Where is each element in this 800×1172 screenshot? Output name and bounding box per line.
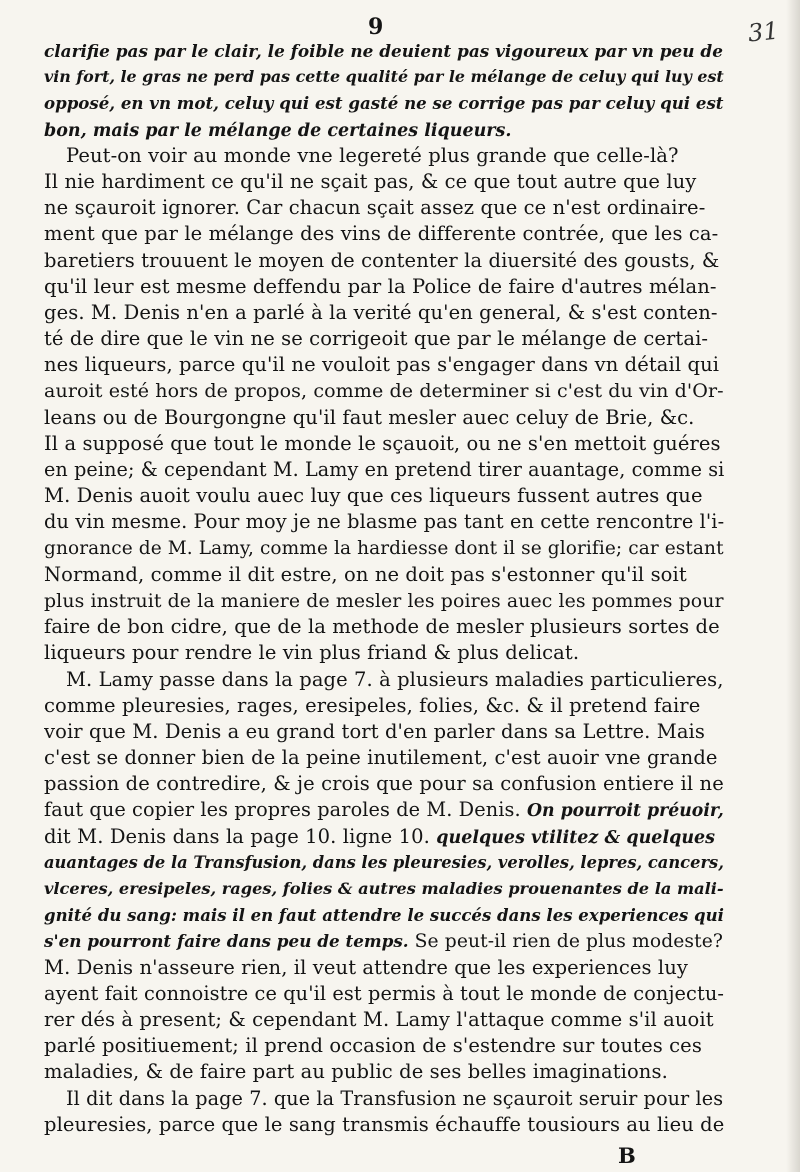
text-line <box>44 378 724 404</box>
text-segment: faire de bon cidre, que de la methode de mesler plusieurs sortes de <box>44 615 720 639</box>
italic-text-segment: On pourroit préuoir, <box>526 801 724 822</box>
text-line <box>44 457 724 483</box>
text-segment: en peine; & cependant M. Lamy en pretend tirer auantage, comme si <box>44 458 724 481</box>
text-line <box>44 300 724 326</box>
text-segment: M. Denis auoit voulu auec luy que ces liqueurs fussent autres que <box>44 484 703 508</box>
text-segment: leans ou de Bourgongne qu'il faut mesler auec celuy de Brie, &c. <box>44 405 695 429</box>
text-segment: Peut-on voir au monde vne legereté plus grande que celle-là? <box>66 143 679 167</box>
text-segment: Il a supposé que tout le monde le sçauoit, ou ne s'en mettoit guéres <box>44 431 721 455</box>
text-line <box>44 221 724 247</box>
text-segment: té de dire que le vin ne se corrigeoit que par le mélange de certai- <box>44 327 709 351</box>
handwritten-folio-number: 31 <box>746 16 780 48</box>
text-line <box>44 693 724 719</box>
text-segment: ges. M. Denis n'en a parlé à la verité qu'en general, & s'est conten- <box>44 300 718 324</box>
text-segment: dit M. Denis dans la page 10. ligne 10. <box>44 824 437 848</box>
text-line <box>44 169 724 195</box>
text-segment: passion de contredire, & je crois que pour sa confusion entiere il ne <box>44 772 724 796</box>
text-line <box>44 1112 724 1138</box>
scan-edge-shadow <box>786 0 800 1172</box>
text-line <box>44 1033 724 1059</box>
text-segment: rer dés à present; & cependant M. Lamy l'attaque comme s'il auoit <box>44 1007 714 1031</box>
text-segment: parlé positiuement; il prend occasion de s'estendre sur toutes ces <box>44 1034 702 1058</box>
text-line <box>44 536 724 562</box>
text-line <box>44 405 724 431</box>
text-segment: c'est se donner bien de la peine inutilement, c'est auoir vne grande <box>44 746 718 770</box>
italic-text-segment: s'en pourront faire dans peu de temps. <box>44 931 409 952</box>
text-line <box>44 326 724 352</box>
text-line <box>44 64 724 90</box>
text-segment: faut que copier les propres paroles de M. Denis. <box>44 798 527 822</box>
text-segment: nes liqueurs, parce qu'il ne vouloit pas s'engager dans vn détail qui <box>44 353 720 377</box>
text-segment: baretiers trouuent le moyen de contenter la diuersité des gousts, & <box>44 248 720 272</box>
text-line <box>44 614 724 640</box>
text-segment: Il nie hardiment ce qu'il ne sçait pas, & ce que tout autre que luy <box>44 169 697 193</box>
text-line <box>44 248 724 274</box>
text-segment: M. Lamy passe dans la page 7. à plusieurs maladies particulieres, <box>66 667 724 691</box>
text-line <box>44 90 724 116</box>
body-text <box>44 38 724 1138</box>
text-line <box>44 902 724 928</box>
text-line <box>44 797 724 823</box>
text-line <box>44 771 724 797</box>
text-line <box>44 667 724 693</box>
italic-text-segment: clarifie pas par le clair, le foible ne deuient pas vigoureux par vn peu de <box>44 41 723 61</box>
text-segment: ne sçauroit ignorer. Car chacun sçait assez que ce n'est ordinaire- <box>44 196 706 220</box>
text-line <box>44 352 724 378</box>
text-line <box>44 431 724 457</box>
text-segment: Se peut-il rien de plus modeste? <box>408 931 724 953</box>
text-line <box>44 274 724 300</box>
text-segment: liqueurs pour rendre le vin plus friand & plus delicat. <box>44 641 580 665</box>
text-line <box>44 117 724 143</box>
italic-text-segment: opposé, en vn mot, celuy qui est gasté ne se corrige pas par celuy qui est <box>44 93 724 114</box>
text-segment: qu'il leur est mesme deffendu par la Police de faire d'autres mélan- <box>44 274 717 298</box>
text-segment: M. Denis n'asseure rien, il veut attendre que les experiences luy <box>44 955 689 979</box>
text-segment: ayent fait connoistre ce qu'il est permis à tout le monde de conjectu- <box>44 981 724 1005</box>
text-segment: Normand, comme il dit estre, on ne doit pas s'estonner qu'il soit <box>44 562 687 586</box>
text-segment: ment que par le mélange des vins de differente contrée, que les ca- <box>44 222 719 246</box>
text-segment: gnorance de M. Lamy, comme la hardiesse dont il se glorifie; car estant <box>44 537 724 559</box>
text-line <box>44 876 724 902</box>
text-line <box>44 143 724 169</box>
text-line <box>44 1007 724 1033</box>
text-line <box>44 981 724 1007</box>
text-line <box>44 483 724 509</box>
text-segment: Il dit dans la page 7. que la Transfusion ne sçauroit seruir pour les <box>66 1086 724 1110</box>
text-line <box>44 509 724 535</box>
page-number: 9 <box>368 14 384 40</box>
text-line <box>44 1086 724 1112</box>
italic-text-segment: vlceres, eresipeles, rages, folies & autres maladies prouenantes de la mali- <box>44 879 724 898</box>
text-segment: voir que M. Denis a eu grand tort d'en parler dans sa Lettre. Mais <box>44 719 705 743</box>
italic-text-segment: bon, mais par le mélange de certaines liqueurs. <box>44 120 512 141</box>
italic-text-segment: gnité du sang: mais il en faut attendre le succés dans les experiences qui <box>44 905 724 926</box>
text-segment: du vin mesme. Pour moy je ne blasme pas tant en cette rencontre l'i- <box>44 510 724 534</box>
text-line <box>44 562 724 588</box>
text-segment: auroit esté hors de propos, comme de determiner si c'est du vin d'Or- <box>44 380 724 403</box>
text-segment: plus instruit de la maniere de mesler les poires auec les pommes pour <box>44 589 724 612</box>
text-line <box>44 588 724 614</box>
text-segment: maladies, & de faire part au public de ses belles imaginations. <box>44 1060 668 1084</box>
text-segment: pleuresies, parce que le sang transmis échauffe tousiours au lieu de <box>44 1112 724 1136</box>
text-line <box>44 745 724 771</box>
text-line <box>44 719 724 745</box>
text-line <box>44 640 724 666</box>
text-line <box>44 38 724 64</box>
text-line <box>44 824 724 850</box>
italic-text-segment: quelques vtilitez & quelques <box>436 827 716 848</box>
text-line <box>44 955 724 981</box>
italic-text-segment: auantages de la Transfusion, dans les pleuresies, verolles, lepres, cancers, <box>44 852 724 872</box>
text-line <box>44 195 724 221</box>
text-line <box>44 850 724 876</box>
text-line <box>44 1059 724 1085</box>
text-line <box>44 928 724 954</box>
signature-mark: B <box>618 1143 636 1168</box>
text-segment: comme pleuresies, rages, eresipeles, folies, &c. & il pretend faire <box>44 693 701 717</box>
italic-text-segment: vin fort, le gras ne perd pas cette qualité par le mélange de celuy qui luy est <box>44 67 724 87</box>
